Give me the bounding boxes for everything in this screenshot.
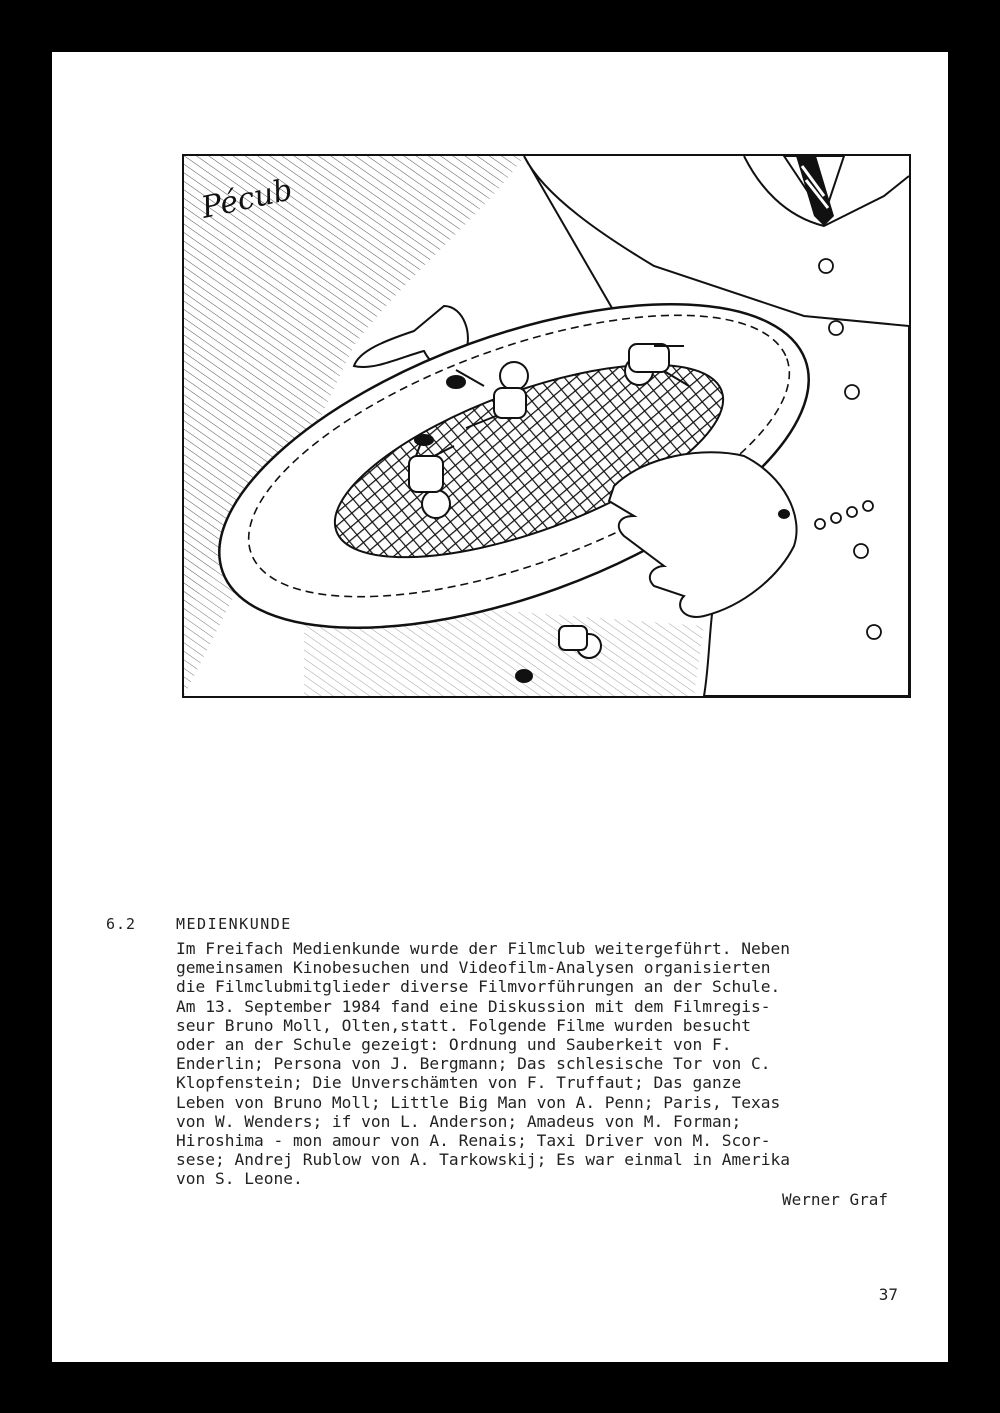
page-number: 37 xyxy=(878,1285,898,1304)
body-line: Hiroshima - mon amour von A. Renais; Taxi Driver von M. Scor- xyxy=(176,1131,771,1151)
body-paragraph xyxy=(176,939,916,1189)
body-line: Leben von Bruno Moll; Little Big Man von A. Penn; Paris, Texas xyxy=(176,1092,781,1112)
body-line: seur Bruno Moll, Olten,statt. Folgende Filme wurden besucht xyxy=(176,1015,751,1035)
body-line: Am 13. September 1984 fand eine Diskussion mit dem Filmregis- xyxy=(176,996,771,1016)
body-line: gemeinsamen Kinobesuchen und Videofilm-Analysen organisierten xyxy=(176,958,771,978)
author-name: Werner Graf xyxy=(782,1190,888,1209)
body-line: Im Freifach Medienkunde wurde der Filmclub weitergeführt. Neben xyxy=(176,939,790,958)
body-line: oder an der Schule gezeigt: Ordnung und Sauberkeit von F. xyxy=(176,1035,732,1055)
cartoon-illustration xyxy=(182,154,911,698)
body-line: die Filmclubmitglieder diverse Filmvorführungen an der Schule. xyxy=(176,977,781,997)
section-number: 6.2 xyxy=(106,915,137,933)
cartoon-signature: Pécub xyxy=(198,172,296,226)
body-line: Klopfenstein; Die Unverschämten von F. Truffaut; Das ganze xyxy=(176,1073,742,1093)
body-line: Enderlin; Persona von J. Bergmann; Das schlesische Tor von C. xyxy=(176,1054,771,1074)
body-line: von W. Wenders; if von L. Anderson; Amadeus von M. Forman; xyxy=(176,1111,742,1131)
body-line: sese; Andrej Rublow von A. Tarkowskij; Es war einmal in Amerika xyxy=(176,1150,790,1170)
body-line: von S. Leone. xyxy=(176,1169,303,1189)
document-page xyxy=(52,52,948,1362)
sieve-cartoon-icon xyxy=(184,156,909,696)
section-title: MEDIENKUNDE xyxy=(176,915,292,933)
